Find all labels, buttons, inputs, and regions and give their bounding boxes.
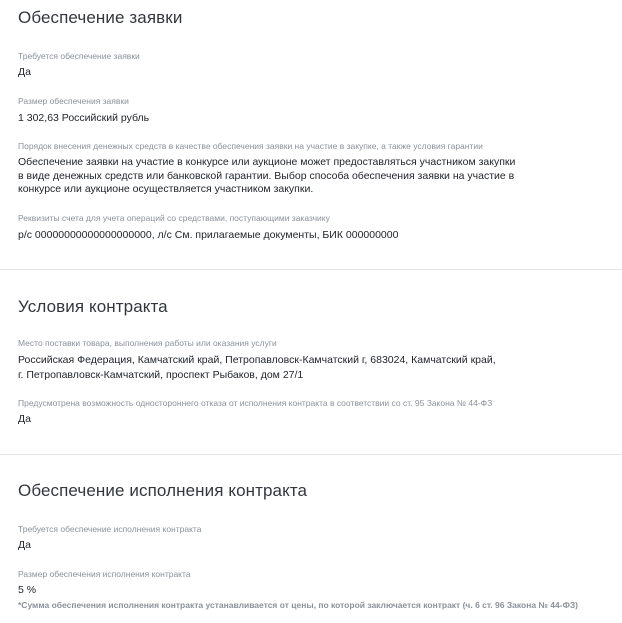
field-delivery-place	[18, 338, 608, 383]
section-divider	[0, 454, 622, 455]
field-value: Да	[18, 66, 31, 78]
field-label: Требуется обеспечение исполнения контракта	[18, 524, 202, 534]
field-label: Требуется обеспечение заявки	[18, 51, 140, 61]
field-value: 5 %	[18, 584, 37, 596]
field-value: Российская Федерация, Камчатский край, Петропавловск-Камчатский г, 683024, Камчатский край, г. Петропавловск-Камчатский, проспект Рыбаков, дом 27/1	[18, 354, 496, 381]
field-value: Да	[18, 413, 31, 425]
field-performance-security-required	[18, 524, 608, 553]
field-label: Размер обеспечения исполнения контракта	[18, 569, 191, 579]
field-value: Да	[18, 539, 31, 551]
section-title-bid-security: Обеспечение заявки	[18, 8, 183, 27]
field-label: Размер обеспечения заявки	[18, 96, 129, 106]
field-label: Предусмотрена возможность одностороннего отказа от исполнения контракта в соответствии со ст. 95 Закона № 44-ФЗ	[18, 398, 493, 408]
section-title-contract-terms: Условия контракта	[18, 297, 168, 316]
field-performance-security-amount	[18, 569, 608, 611]
field-unilateral-refusal	[18, 398, 608, 427]
section-title-contract-performance-security: Обеспечение исполнения контракта	[18, 481, 308, 500]
field-label: Место поставки товара, выполнения работы или оказания услуги	[18, 338, 277, 348]
field-value: Обеспечение заявки на участие в конкурсе или аукционе может предоставляться участником закупки в виде денежных средств или банковской гарантии. Выбор способа обеспечения заявки на участие в конкурсе или аукционе осуществляется участником закупки.	[18, 156, 516, 195]
field-value: р/с 00000000000000000000, л/с См. прилагаемые документы, БИК 000000000	[18, 229, 399, 241]
field-label: Реквизиты счета для учета операций со средствами, поступающими заказчику	[18, 213, 330, 223]
field-bid-security-account	[18, 213, 608, 243]
field-footnote: *Сумма обеспечения исполнения контракта устанавливается от цены, по которой заключается контракт (ч. 6 ст. 96 Закона № 44-ФЗ)	[18, 599, 578, 610]
field-bid-security-required	[18, 51, 608, 80]
field-value: 1 302,63 Российский рубль	[18, 112, 150, 124]
field-bid-security-amount	[18, 96, 608, 126]
field-bid-security-procedure	[18, 141, 608, 197]
section-divider	[0, 269, 622, 270]
field-label: Порядок внесения денежных средств в качестве обеспечения заявки на участие в закупке, а также условия гарантии	[18, 141, 483, 151]
